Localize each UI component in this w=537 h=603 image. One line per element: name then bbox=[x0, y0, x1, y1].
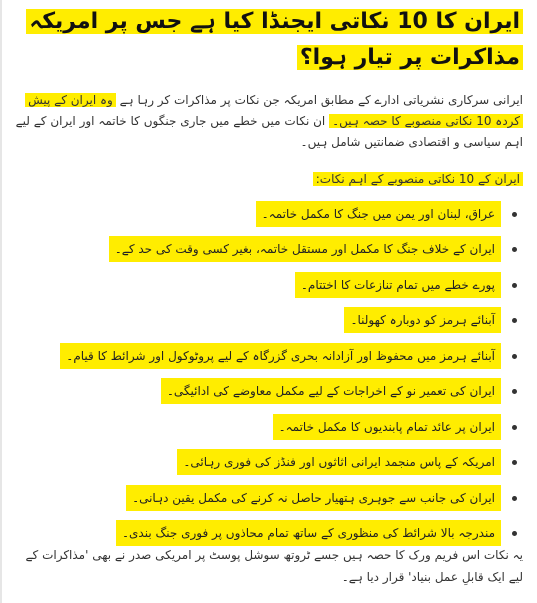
list-item-text: امریکہ کے پاس منجمد ایرانی اثاثوں اور فنڈز کی فوری رہائی۔ bbox=[177, 449, 501, 475]
bullet-icon bbox=[512, 460, 517, 465]
list-item-text: ایران پر عائد تمام پابندیوں کا مکمل خاتمہ۔ bbox=[273, 414, 501, 440]
bullet-icon bbox=[512, 318, 517, 323]
list-item-text: ایران کی تعمیر نو کے اخراجات کے لیے مکمل معاوضے کی ادائیگی۔ bbox=[161, 378, 501, 404]
list-item-text: آبنائے ہرمز کو دوبارہ کھولنا۔ bbox=[344, 307, 501, 333]
list-item-text: پورے خطے میں تمام تنازعات کا اختتام۔ bbox=[295, 272, 501, 298]
intro-highlight: وہ ایران کے پیش کردہ 10 نکاتی منصوبے کا حصہ ہیں۔ bbox=[25, 93, 523, 128]
bullet-icon bbox=[512, 283, 517, 288]
list-item-text: عراق، لبنان اور یمن میں جنگ کا مکمل خاتمہ۔ bbox=[256, 201, 501, 227]
list-item bbox=[11, 267, 523, 303]
intro-text-part2: ان نکات میں خطے میں جاری جنگوں کا خاتمہ اور ایران کے لیے اہم سیاسی و اقتصادی ضمانتیں شامل ہیں۔ bbox=[15, 114, 523, 149]
intro-text-part1: ایرانی سرکاری نشریاتی ادارے کے مطابق امریکہ جن نکات پر مذاکرات کر رہا ہے bbox=[115, 93, 523, 107]
bullet-icon bbox=[512, 247, 517, 252]
bullet-icon bbox=[512, 425, 517, 430]
list-item bbox=[11, 480, 523, 516]
list-item bbox=[11, 232, 523, 268]
list-item bbox=[11, 303, 523, 339]
bullet-icon bbox=[512, 531, 517, 536]
bullet-icon bbox=[512, 354, 517, 359]
list-item-text: آبنائے ہرمز میں محفوظ اور آزادانہ بحری گزرگاہ کے لیے پروٹوکول اور شرائط کا قیام۔ bbox=[60, 343, 501, 369]
article-closing: یہ نکات اس فریم ورک کا حصہ ہیں جسے ٹروتھ سوشل پوسٹ پر امریکی صدر نے بھی 'مذاکرات کے لیے ایک قابلِ عمل بنیاد' قرار دیا ہے۔ bbox=[25, 548, 523, 584]
list-item-text: ایران کی جانب سے جوہری ہتھیار حاصل نہ کرنے کی مکمل یقین دہانی۔ bbox=[126, 485, 501, 511]
points-heading-text: ایران کے 10 نکاتی منصوبے کے اہم نکات: bbox=[313, 172, 523, 186]
article-title-text: ایران کا 10 نکاتی ایجنڈا کیا ہے جس پر امریکہ مذاکرات پر تیار ہوا؟ bbox=[26, 9, 523, 70]
bullet-icon bbox=[512, 212, 517, 217]
list-item bbox=[11, 374, 523, 410]
article-title bbox=[13, 4, 523, 76]
list-item-text: مندرجہ بالا شرائط کی منظوری کے ساتھ تمام محاذوں پر فوری جنگ بندی۔ bbox=[116, 520, 501, 546]
points-list bbox=[11, 196, 523, 551]
article-intro bbox=[11, 90, 523, 153]
list-item bbox=[11, 196, 523, 232]
list-item bbox=[11, 338, 523, 374]
points-heading bbox=[11, 170, 523, 188]
list-item-text: ایران کے خلاف جنگ کا مکمل اور مستقل خاتمہ، بغیر کسی وقت کی حد کے۔ bbox=[109, 236, 501, 262]
bullet-icon bbox=[512, 496, 517, 501]
page-scrollbar[interactable] bbox=[0, 0, 2, 603]
bullet-icon bbox=[512, 389, 517, 394]
list-item bbox=[11, 445, 523, 481]
list-item bbox=[11, 409, 523, 445]
